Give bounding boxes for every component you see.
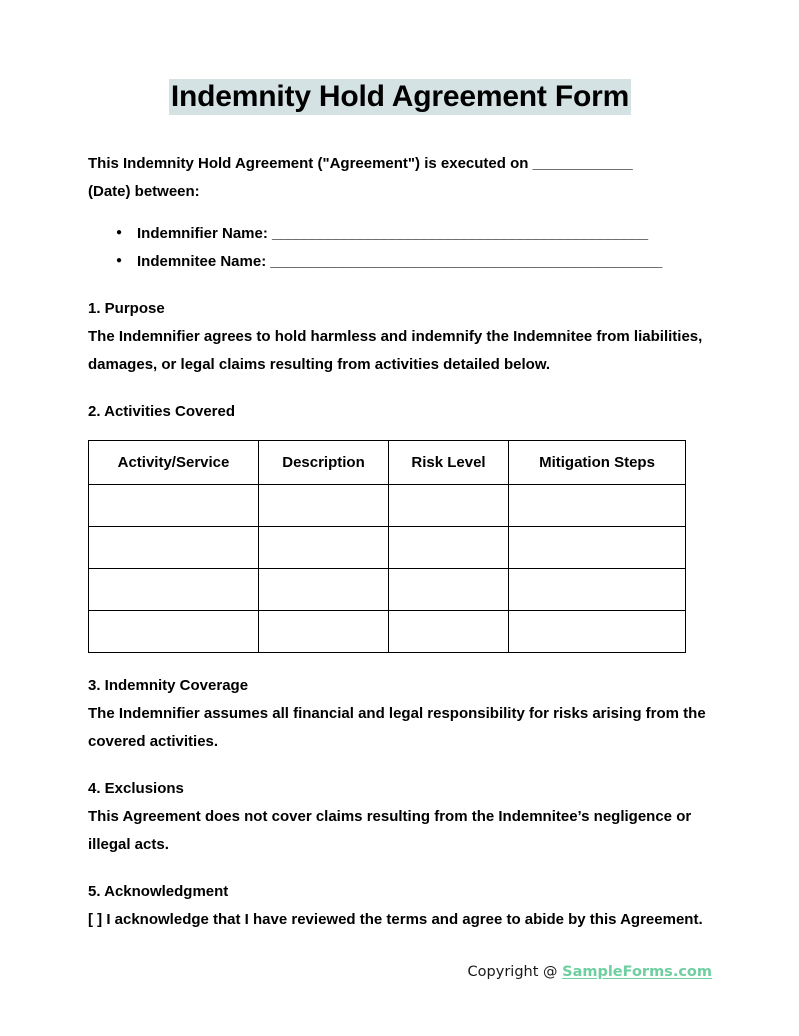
table-row — [89, 485, 686, 527]
section-indemnity-coverage — [88, 672, 712, 756]
activities-table — [88, 440, 686, 653]
intro-paragraph — [88, 150, 712, 206]
activities-table-wrapper — [88, 440, 712, 653]
column-header-activity-service: Activity/Service — [89, 441, 259, 485]
table-cell[interactable] — [259, 569, 389, 611]
table-cell[interactable] — [389, 569, 509, 611]
table-cell[interactable] — [259, 527, 389, 569]
table-cell[interactable] — [89, 569, 259, 611]
section-exclusions — [88, 775, 712, 859]
section-body: [ ] I acknowledge that I have reviewed the terms and agree to abide by this Agreement. — [88, 911, 703, 929]
section-heading: 2. Activities Covered — [88, 403, 236, 421]
table-row — [89, 569, 686, 611]
table-row — [89, 527, 686, 569]
column-header-mitigation-steps: Mitigation Steps — [509, 441, 686, 485]
column-header-risk-level: Risk Level — [389, 441, 509, 485]
table-cell[interactable] — [509, 611, 686, 653]
section-body: The Indemnifier agrees to hold harmless and indemnify the Indemnitee from liabilities, damages, or legal claims resulting from activities detailed below. — [88, 328, 703, 374]
document-content — [88, 0, 712, 934]
indemnifier-blank-line[interactable]: _______________________________________________ — [272, 225, 648, 243]
section-body: The Indemnifier assumes all financial and legal responsibility for risks arising from the covered activities. — [88, 705, 706, 751]
page-title-highlight: Indemnity Hold Agreement Form — [170, 80, 630, 113]
intro-line-1: This Indemnity Hold Agreement ("Agreement") is executed on ____________ — [88, 155, 633, 173]
table-cell[interactable] — [509, 569, 686, 611]
table-cell[interactable] — [509, 527, 686, 569]
indemnifier-label: Indemnifier Name: — [137, 225, 268, 243]
footer — [0, 962, 712, 982]
table-cell[interactable] — [509, 485, 686, 527]
table-cell[interactable] — [89, 611, 259, 653]
party-list — [88, 220, 712, 276]
copyright-text: Copyright @ — [467, 964, 563, 980]
page-title — [88, 0, 712, 116]
table-cell[interactable] — [389, 527, 509, 569]
table-cell[interactable] — [389, 485, 509, 527]
section-purpose — [88, 295, 712, 379]
column-header-description: Description — [259, 441, 389, 485]
section-heading: 1. Purpose — [88, 300, 165, 318]
intro-line-2: (Date) between: — [88, 183, 200, 201]
list-item — [116, 220, 712, 248]
section-heading: 3. Indemnity Coverage — [88, 677, 249, 695]
indemnitee-label: Indemnitee Name: — [137, 253, 267, 271]
table-row — [89, 611, 686, 653]
section-heading: 4. Exclusions — [88, 780, 184, 798]
table-cell[interactable] — [89, 527, 259, 569]
table-cell[interactable] — [389, 611, 509, 653]
indemnitee-blank-line[interactable]: _________________________________________________ — [270, 253, 662, 271]
table-cell[interactable] — [259, 485, 389, 527]
table-cell[interactable] — [89, 485, 259, 527]
section-acknowledgment — [88, 878, 712, 934]
table-cell[interactable] — [259, 611, 389, 653]
section-activities-covered — [88, 398, 712, 426]
sampleforms-link[interactable]: SampleForms.com — [562, 964, 712, 980]
table-header-row — [89, 441, 686, 485]
list-item — [116, 248, 712, 276]
section-heading: 5. Acknowledgment — [88, 883, 229, 901]
section-body: This Agreement does not cover claims resulting from the Indemnitee’s negligence or illegal acts. — [88, 808, 692, 854]
